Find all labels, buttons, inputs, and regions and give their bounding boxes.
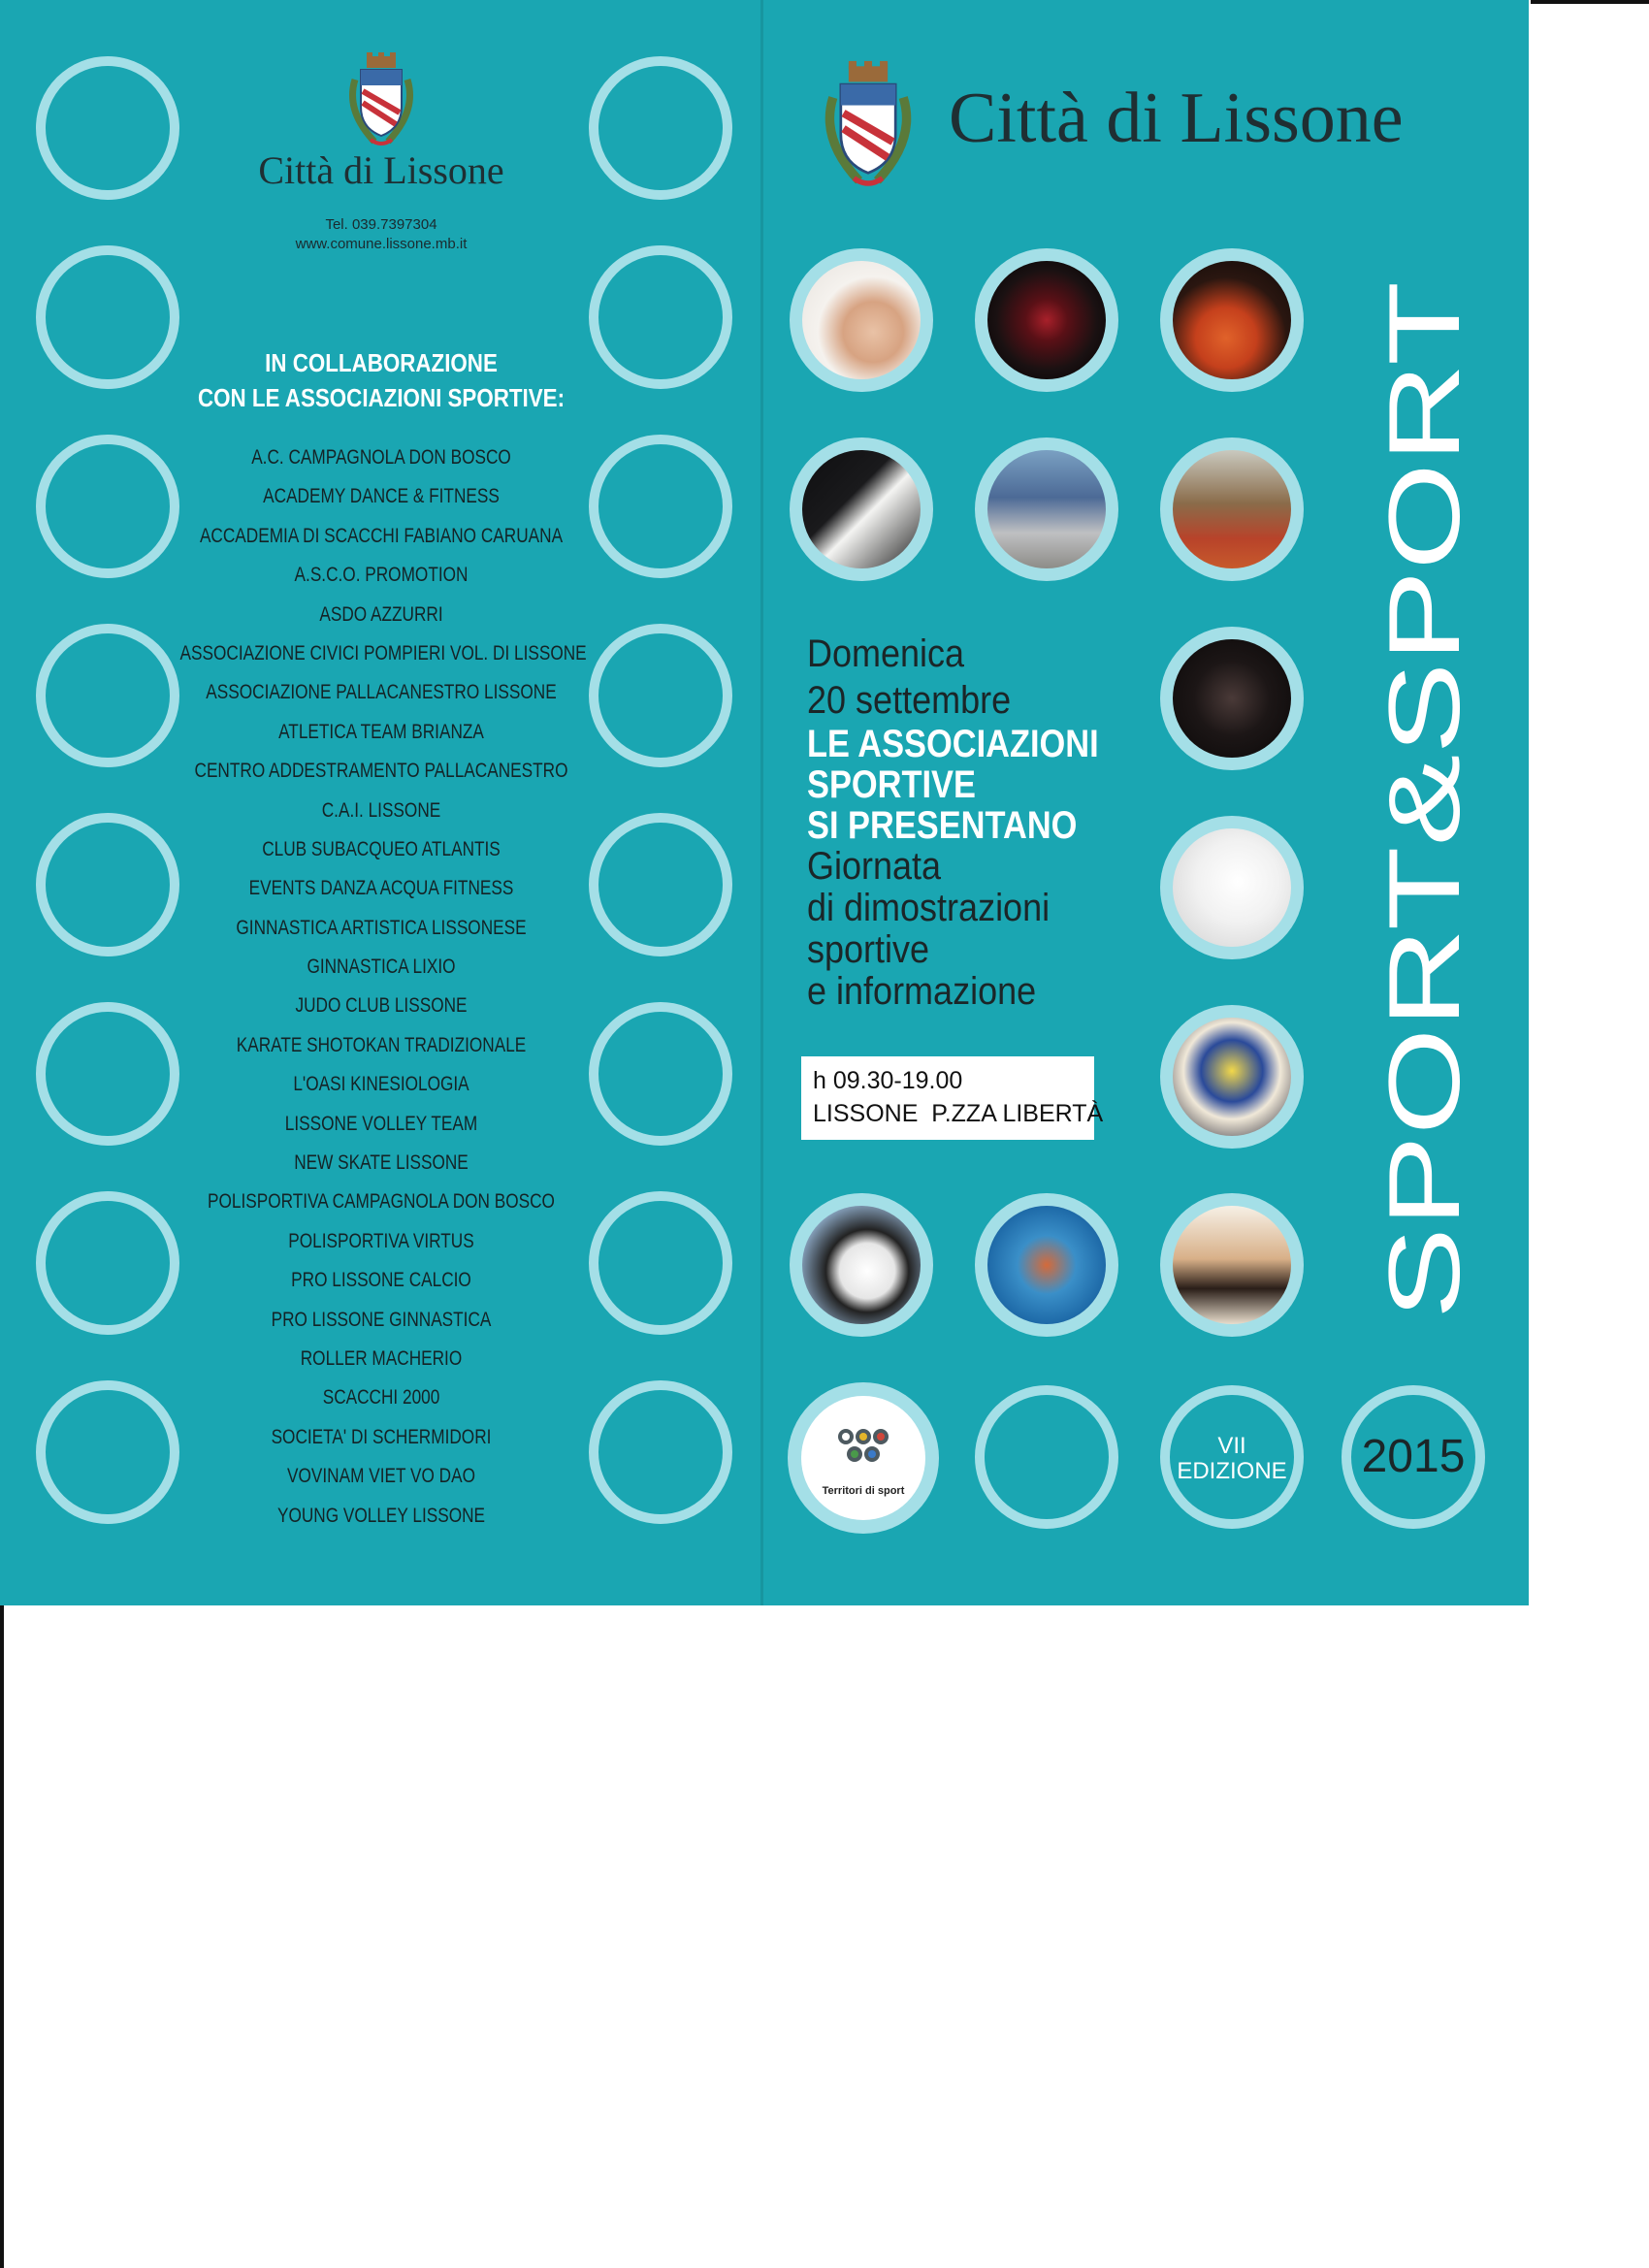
decorative-ring	[36, 56, 179, 200]
event-hours: h 09.30-19.00	[813, 1067, 963, 1094]
edition-badge	[1160, 1385, 1304, 1529]
basketball-photo	[1160, 248, 1304, 392]
association-item: A.S.C.O. PROMOTION	[294, 564, 469, 587]
description-line: Giornata	[807, 845, 942, 888]
city-crest-icon	[341, 52, 421, 149]
football-photo	[790, 1193, 933, 1337]
association-item: ROLLER MACHERIO	[300, 1346, 463, 1370]
headline-line: SPORTIVE	[807, 763, 976, 806]
association-item: POLISPORTIVA VIRTUS	[288, 1229, 474, 1252]
description-line: sportive	[807, 928, 930, 971]
headline-line: SI PRESENTANO	[807, 804, 1078, 847]
contact-website[interactable]: www.comune.lissone.mb.it	[295, 236, 468, 252]
association-item: NEW SKATE LISSONE	[294, 1151, 469, 1175]
association-item: JUDO CLUB LISSONE	[295, 994, 468, 1018]
swimming-photo	[975, 1193, 1118, 1337]
scan-edge-top	[1531, 0, 1649, 4]
association-item: ASDO AZZURRI	[319, 602, 443, 626]
association-item: ACADEMY DANCE & FITNESS	[263, 485, 500, 508]
association-item: ACCADEMIA DI SCACCHI FABIANO CARUANA	[199, 524, 564, 547]
city-crest-icon	[815, 58, 922, 194]
association-list	[136, 438, 627, 1536]
year-badge: 2015	[1342, 1385, 1485, 1529]
association-item: GINNASTICA ARTISTICA LISSONESE	[236, 916, 527, 939]
karate-photo	[790, 437, 933, 581]
association-item: ATLETICA TEAM BRIANZA	[278, 720, 484, 743]
association-item: VOVINAM VIET VO DAO	[287, 1465, 475, 1488]
association-item: CLUB SUBACQUEO ATLANTIS	[262, 837, 501, 860]
decorative-ring	[589, 245, 732, 389]
edition-number: VII	[1217, 1433, 1246, 1459]
event-location: LISSONE P.ZZA LIBERTÀ	[813, 1100, 1104, 1127]
association-item: GINNASTICA LIXIO	[307, 956, 456, 979]
fencing-photo	[1160, 816, 1304, 959]
edition-label: EDIZIONE	[1177, 1458, 1287, 1484]
collab-heading-line1: IN COLLABORAZIONE	[265, 348, 498, 377]
event-day: Domenica	[807, 632, 965, 675]
scan-edge-left	[0, 1605, 4, 2268]
association-item: YOUNG VOLLEY LISSONE	[276, 1504, 486, 1527]
description-line: di dimostrazioni	[807, 887, 1051, 929]
association-item: CENTRO ADDESTRAMENTO PALLACANESTRO	[194, 760, 568, 783]
event-date: 20 settembre	[807, 679, 1012, 722]
association-item: POLISPORTIVA CAMPAGNOLA DON BOSCO	[208, 1190, 555, 1214]
skateboard-photo	[975, 437, 1118, 581]
association-item: ASSOCIAZIONE PALLACANESTRO LISSONE	[206, 681, 557, 704]
description-line: e informazione	[807, 970, 1037, 1013]
contact-phone: Tel. 039.7397304	[325, 216, 437, 233]
association-item: ASSOCIAZIONE CIVICI POMPIERI VOL. DI LISSONE	[179, 641, 587, 664]
association-item: C.A.I. LISSONE	[321, 798, 441, 822]
partner-label: Territori di sport	[822, 1485, 905, 1497]
left-panel	[0, 0, 762, 1605]
decorative-ring	[589, 56, 732, 200]
headline-line: LE ASSOCIAZIONI	[807, 723, 1099, 765]
time-location-box	[801, 1056, 1104, 1140]
gymnastics-photo	[1160, 627, 1304, 770]
association-item: SCACCHI 2000	[322, 1386, 440, 1409]
decorative-ring	[36, 245, 179, 389]
association-item: EVENTS DANZA ACQUA FITNESS	[248, 877, 514, 900]
yoga-photo	[790, 248, 933, 392]
collab-heading-line2: CON LE ASSOCIAZIONI SPORTIVE:	[197, 383, 566, 412]
association-item: KARATE SHOTOKAN TRADIZIONALE	[236, 1033, 527, 1056]
event-title-vertical	[1369, 272, 1481, 1319]
association-item: L'OASI KINESIOLOGIA	[293, 1073, 469, 1096]
city-name-large: Città di Lissone	[949, 79, 1404, 158]
event-title-text: SPORT&SPORT	[1369, 560, 1481, 1319]
event-info	[807, 631, 1176, 1013]
association-item: SOCIETA' DI SCHERMIDORI	[271, 1425, 492, 1448]
association-item: PRO LISSONE CALCIO	[291, 1269, 471, 1292]
association-item: A.C. CAMPAGNOLA DON BOSCO	[251, 446, 511, 469]
city-name: Città di Lissone	[258, 148, 504, 192]
map-pin-icon	[834, 1425, 892, 1474]
association-item: PRO LISSONE GINNASTICA	[271, 1308, 492, 1331]
volleyball-photo	[1160, 1005, 1304, 1149]
partner-logo	[788, 1382, 939, 1534]
chess-photo	[1160, 1193, 1304, 1337]
running-photo	[1160, 437, 1304, 581]
decorative-ring	[975, 1385, 1118, 1529]
dance-photo	[975, 248, 1118, 392]
association-item: LISSONE VOLLEY TEAM	[284, 1112, 478, 1135]
